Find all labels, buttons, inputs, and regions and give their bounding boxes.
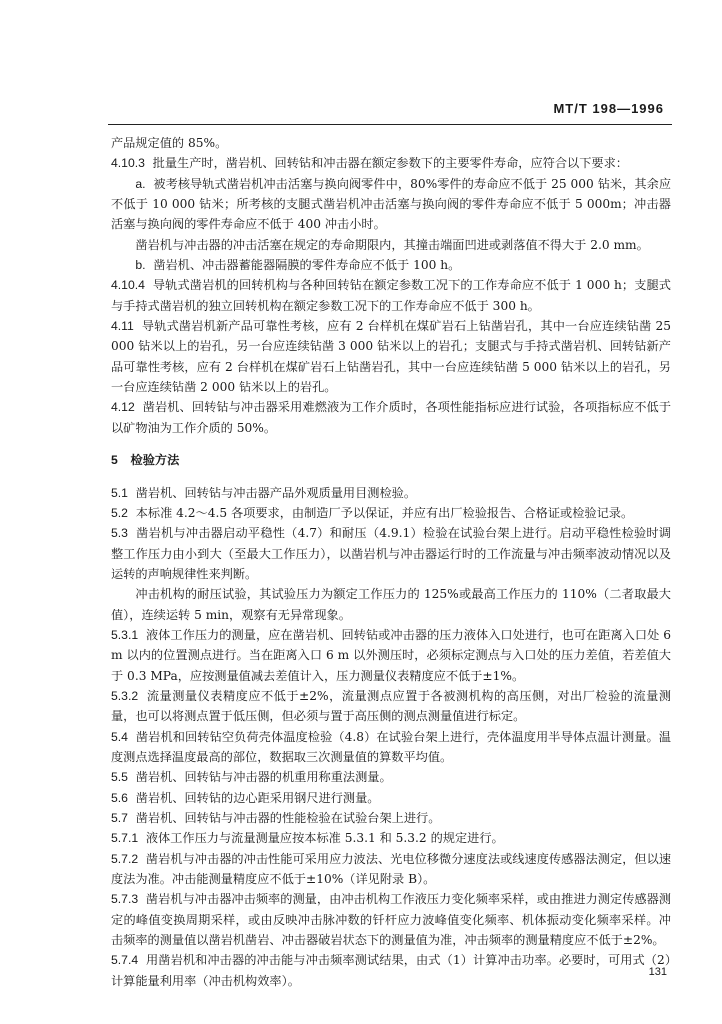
clause-number: 4.12 <box>111 400 135 415</box>
paragraph-text: 批量生产时，凿岩机、回转钻和冲击器在额定参数下的主要零件寿命，应符合以下要求： <box>152 156 628 171</box>
section-heading <box>111 450 671 470</box>
paragraph-text: 凿岩机与冲击器的冲击性能可采用应力波法、光电位移微分速度法或线速度传感器法测定，但以速度法为准。冲击能测量精度应不低于±10%（详见附录 B）。 <box>111 851 672 887</box>
paragraph <box>111 483 671 503</box>
paragraph <box>111 153 671 173</box>
clause-number: 5.1 <box>111 485 128 500</box>
clause-number: 5.3.1 <box>111 627 139 642</box>
paragraph <box>111 523 671 584</box>
clause-number: 5 <box>111 453 118 468</box>
paragraph <box>111 849 671 890</box>
paragraph <box>111 397 671 438</box>
paragraph <box>111 133 671 153</box>
paragraph-text: 凿岩机与冲击器启动平稳性（4.7）和耐压（4.9.1）检验在试验台架上进行。启动平稳性检验时调整工作压力由小到大（至最大工作压力），以凿岩机与冲击器运行时的工作流量与冲击频率波动情况以及运转的声响规律性来判断。 <box>111 526 671 581</box>
paragraph-text: 凿岩机、回转钻与冲击器产品外观质量用目测检验。 <box>135 485 417 500</box>
paragraph <box>111 255 671 275</box>
paragraph <box>111 727 671 768</box>
clause-number: 4.10.3 <box>111 156 145 171</box>
paragraph <box>111 767 671 787</box>
paragraph <box>111 808 671 828</box>
paragraph-text: 液体工作压力与流量测量应按本标准 5.3.1 和 5.3.2 的规定进行。 <box>145 831 504 846</box>
paragraph-text: 本标准 4.2～4.5 各项要求，由制造厂予以保证，并应有出厂检验报告、合格证或检验记录。 <box>135 505 634 520</box>
paragraph-text: 液体工作压力的测量，应在凿岩机、回转钻或冲击器的压力液体入口处进行，也可在距离入口处 6 m 以内的位置测点进行。当在距离入口 6 m 以外测压时，必须标定测点与入口处的压力差值，若差值大于 0.3 MPa，应按测量值减去差值计入，压力测量仪表精度应不低于±1%。 <box>111 627 671 683</box>
paragraph-text: 凿岩机、回转钻的边心距采用钢尺进行测量。 <box>135 790 380 805</box>
paragraph-text: 冲击机构的耐压试验，其试验压力为额定工作压力的 125%或最高工作压力的 110%（二者取最大值），连续运转 5 min，观察有无异常现象。 <box>111 587 671 622</box>
clause-number: a. <box>135 176 146 191</box>
paragraph-text: 导轨式凿岩机新产品可靠性考核，应有 2 台样机在煤矿岩石上钻凿岩孔，其中一台应连续钻凿 25 000 钻米以上的岩孔，另一台应连续钻凿 3 000 钻米以上的岩孔；支腿式与手持式凿岩机、回转钻新产品可靠性考核，应有 2 台样机在煤矿岩石上钻凿岩孔，其中一台应连续钻凿 5 000 钻米以上的岩孔，另一台应连续钻凿 2 000 钻米以上的岩孔。 <box>111 319 671 395</box>
clause-number: 5.7 <box>111 811 128 825</box>
paragraph <box>111 950 671 991</box>
paragraph <box>111 788 671 808</box>
clause-number: 5.7.3 <box>111 892 139 907</box>
clause-number: 5.2 <box>111 505 128 520</box>
clause-number: 4.11 <box>111 319 134 334</box>
header-rule <box>108 124 672 125</box>
page-number: 131 <box>648 966 667 978</box>
paragraph <box>111 625 671 686</box>
clause-number: 5.7.4 <box>111 953 139 968</box>
body-text <box>111 133 671 991</box>
paragraph <box>111 686 671 727</box>
paragraph-text: 凿岩机和回转钻空负荷壳体温度检验（4.8）在试验台架上进行，壳体温度用半导体点温计测量。温度测点选择温度最高的部位，数据取三次测量值的算数平均值。 <box>111 729 671 764</box>
standard-code-header: MT/T 198—1996 <box>553 101 664 116</box>
paragraph <box>111 316 671 397</box>
paragraph-text: 被考核导轨式凿岩机冲击活塞与换向阀零件中，80%零件的寿命应不低于 25 000 钻米，其余应不低于 10 000 钻米；所考核的支腿式凿岩机冲击活塞与换向阀的零件寿命应不低于 5 000m；冲击器活塞与换向阀的零件寿命应不低于 400 冲击小时。 <box>111 176 672 232</box>
clause-number: 5.7.2 <box>111 851 139 866</box>
paragraph-text: 凿岩机与冲击器冲击频率的测量，由冲击机构工作液压力变化频率采样，或由推进力测定传感器测定的峰值变换周期采样，或由反映冲击脉冲数的钎杆应力波峰值变化频率、机体振动变化频率采样。冲击频率的测量值以凿岩机凿岩、冲击器破岩状态下的测量值为准，冲击频率的测量精度应不低于±2%。 <box>111 892 672 948</box>
paragraph-text: 产品规定值的 85%。 <box>111 136 228 150</box>
paragraph-text: 凿岩机、冲击器蓄能器隔膜的零件寿命应不低于 100 h。 <box>153 258 461 273</box>
paragraph <box>111 275 671 316</box>
paragraph <box>111 889 671 950</box>
paragraph <box>111 503 671 523</box>
paragraph-text: 用凿岩机和冲击器的冲击能与冲击频率测试结果，由式（1）计算冲击功率。必要时，可用式（2）计算能量利用率（冲击机构效率）。 <box>111 953 671 988</box>
paragraph-text: 凿岩机、回转钻与冲击器的性能检验在试验台架上进行。 <box>135 811 441 825</box>
clause-number: 5.3.2 <box>111 688 139 703</box>
paragraph-text: 流量测量仪表精度应不低于±2%，流量测点应置于各被测机构的高压侧，对出厂检验的流量测量，也可以将测点置于低压侧，但必须与置于高压侧的测点测量值进行标定。 <box>111 688 672 724</box>
paragraph <box>111 235 671 255</box>
paragraph-text: 凿岩机、回转钻与冲击器采用难燃液为工作介质时，各项性能指标应进行试验，各项指标应不低于以矿物油为工作介质的 50%。 <box>111 400 672 435</box>
clause-number: 5.6 <box>111 790 128 805</box>
clause-number: 4.10.4 <box>111 278 145 293</box>
paragraph-text: 凿岩机与冲击器的冲击活塞在规定的寿命期限内，其撞击端面凹进或剥落值不得大于 2.0 mm。 <box>135 237 649 252</box>
paragraph <box>111 828 671 848</box>
paragraph-text: 导轨式凿岩机的回转机构与各种回转钻在额定参数工况下的工作寿命应不低于 1 000 h；支腿式与手持式凿岩机的独立回转机构在额定参数工况下的工作寿命应不低于 300 h。 <box>111 278 671 313</box>
clause-number: 5.5 <box>111 770 128 785</box>
paragraph <box>111 584 671 625</box>
clause-number: 5.7.1 <box>111 831 139 846</box>
paragraph-text: 凿岩机、回转钻与冲击器的机重用称重法测量。 <box>135 770 392 785</box>
clause-number: b. <box>135 258 146 273</box>
clause-number: 5.3 <box>111 526 128 541</box>
paragraph <box>111 174 671 235</box>
paragraph-text: 检验方法 <box>130 453 180 468</box>
clause-number: 5.4 <box>111 729 128 744</box>
